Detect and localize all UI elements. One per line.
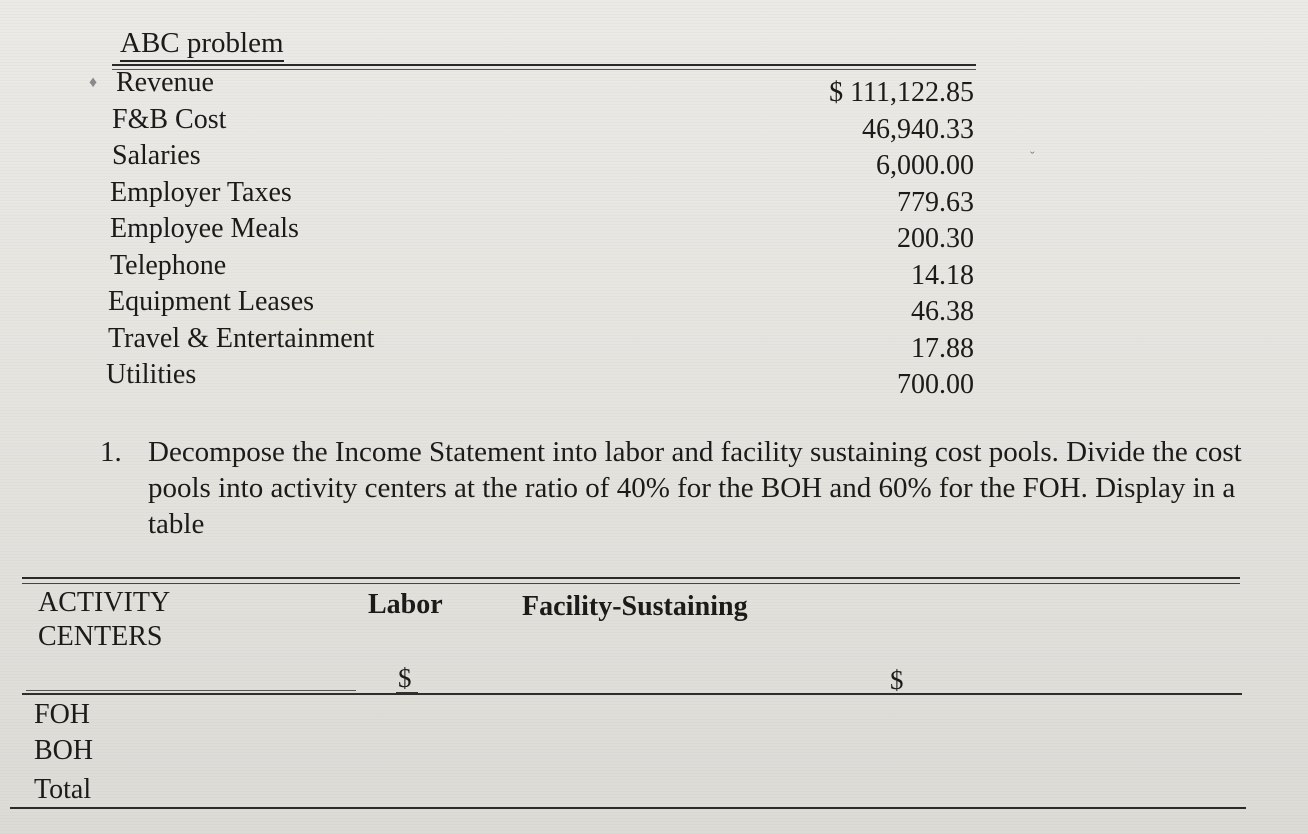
question-block: [100, 434, 1250, 542]
header-facility-sustaining: Facility-Sustaining: [522, 591, 748, 622]
document-title: ABC problem: [120, 26, 284, 62]
income-value: 46.38: [911, 296, 974, 327]
income-label: Employee Meals: [110, 213, 299, 244]
income-row: [106, 358, 978, 400]
stray-mark-icon: ˇ: [1030, 150, 1035, 165]
income-label: F&B Cost: [112, 103, 227, 135]
income-label: Travel & Entertainment: [108, 322, 375, 354]
header-labor: Labor: [368, 589, 443, 620]
income-row: [108, 66, 978, 108]
income-row: [108, 322, 978, 364]
income-row: [108, 212, 978, 254]
income-value: 46,940.33: [862, 113, 974, 145]
income-value: 200.30: [897, 223, 974, 254]
bullet-marker-icon: ♦: [89, 74, 98, 91]
income-label: Telephone: [110, 249, 227, 281]
table-header-rule-left: [26, 690, 356, 691]
table-header-rule: [22, 693, 1242, 695]
income-value: 14.18: [911, 259, 974, 291]
income-label: Utilities: [106, 359, 197, 390]
labor-currency-symbol: $: [398, 663, 412, 693]
income-label: Salaries: [112, 140, 201, 171]
question-number: 1.: [100, 436, 122, 468]
table-bottom-rule: [10, 807, 1246, 809]
income-value: $ 111,122.85: [829, 77, 974, 108]
income-value: 17.88: [911, 332, 974, 364]
header-activity-line2: CENTERS: [38, 621, 163, 652]
income-row: [108, 103, 978, 145]
header-activity-line1: ACTIVITY: [38, 587, 171, 618]
income-row: [108, 249, 978, 291]
income-row: [108, 139, 978, 181]
income-label: Revenue: [116, 67, 214, 98]
table-row-label: FOH: [34, 699, 91, 730]
income-label: Equipment Leases: [108, 286, 315, 317]
table-row-label: BOH: [34, 735, 94, 766]
income-label: Employer Taxes: [110, 176, 292, 208]
income-value: 779.63: [897, 186, 974, 218]
table-top-rule: [22, 577, 1240, 579]
question-text: Decompose the Income Statement into labor and facility sustaining cost pools. Divide the cost pools into activity centers at the ratio of 40% for the BOH and 60% for the FOH. Display in a table: [148, 436, 1242, 540]
income-row: [108, 176, 978, 218]
income-row: [108, 285, 978, 327]
table-top-rule-second: [22, 583, 1240, 584]
income-value: 700.00: [897, 369, 974, 400]
facility-currency-symbol: $: [890, 665, 904, 695]
table-row-label: Total: [34, 774, 92, 805]
income-value: 6,000.00: [876, 150, 974, 181]
income-statement: [106, 66, 978, 400]
